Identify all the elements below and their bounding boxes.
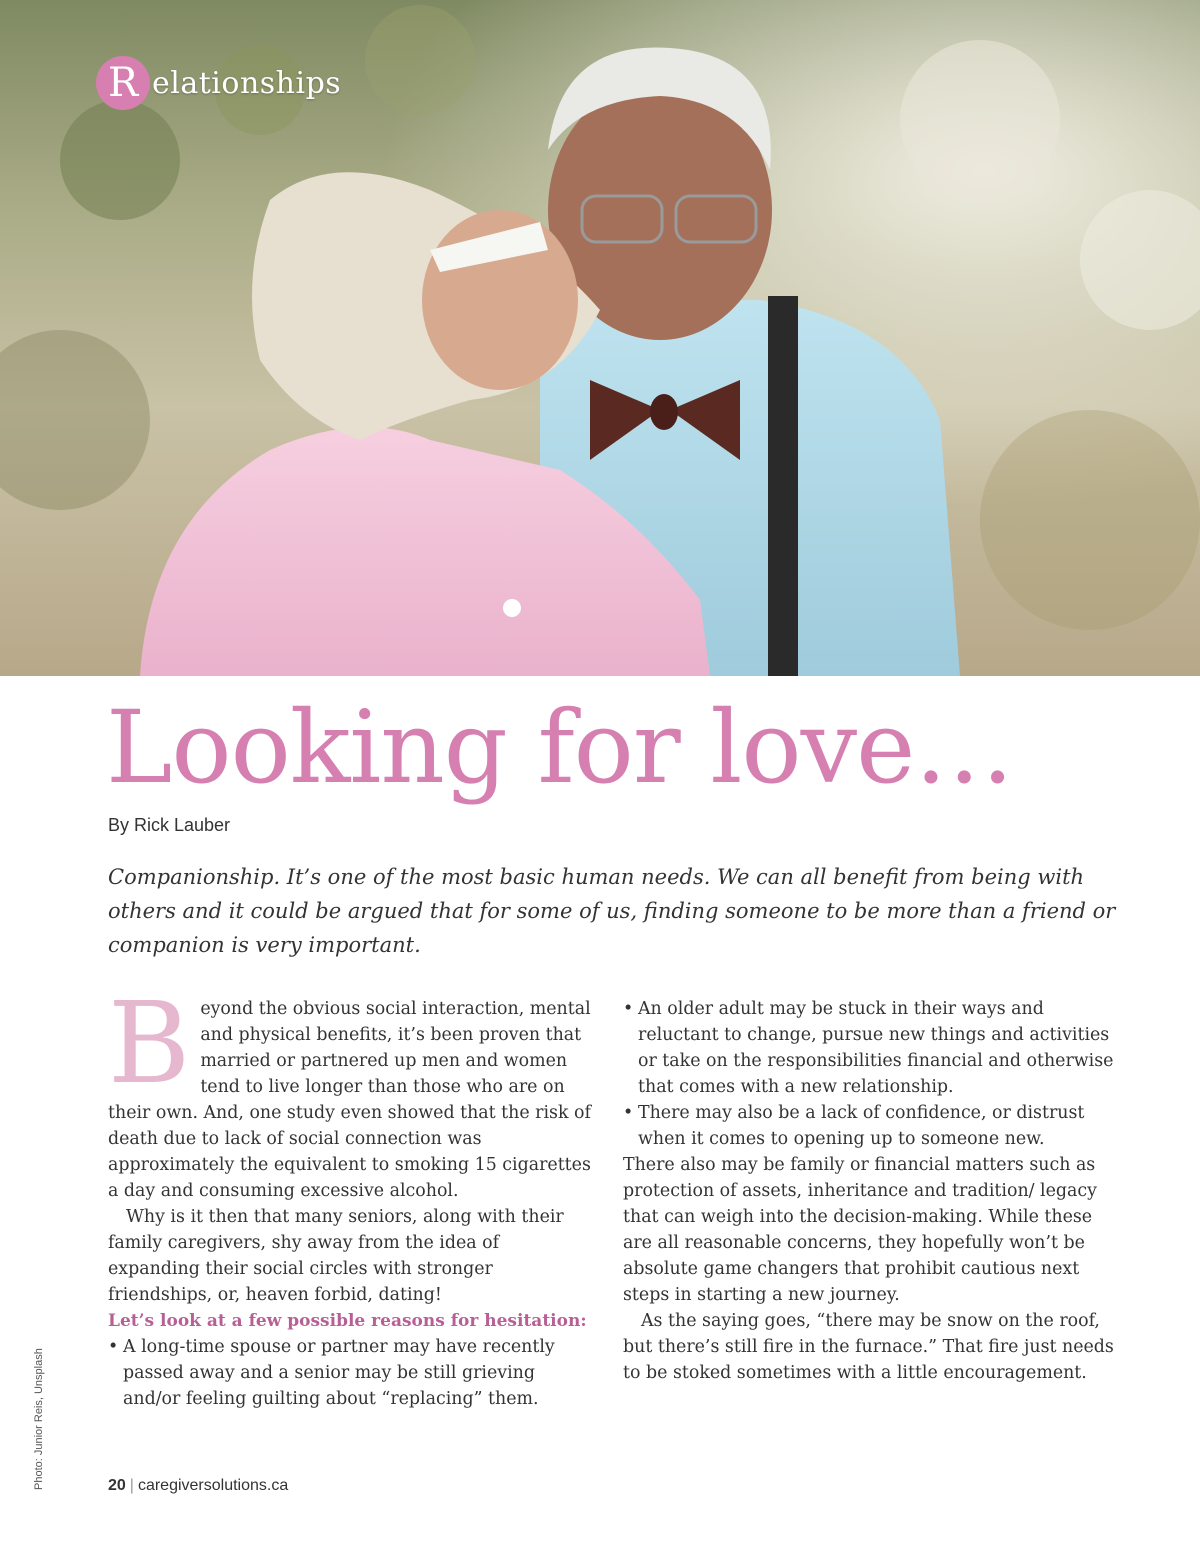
bullet-icon: • — [623, 999, 634, 1019]
reasons-list — [108, 1334, 594, 1412]
body-paragraph: There also may be family or financial matters such as protection of assets, inheritance and tradition/ legacy that can weigh into the decision-making. While these are all reasonable concerns, they hopefully won’t be absolute game changers that prohibit cautious next steps in starting a new journey. — [623, 1155, 1097, 1305]
left-column — [108, 979, 594, 1412]
photo-credit: Photo: Junior Reis, Unsplash — [33, 1348, 45, 1490]
section-subhead: Let’s look at a few possible reasons for hesitation: — [108, 1311, 587, 1331]
page-footer — [108, 1477, 288, 1495]
closing-paragraph: As the saying goes, “there may be snow on the roof, but there’s still fire in the furnace.” That fire just needs to be stoked sometimes with a little encouragement. — [623, 1311, 1114, 1383]
reasons-list-continued — [623, 996, 1115, 1152]
section-label-text: elationships — [152, 65, 342, 101]
page-number: 20 — [108, 1477, 126, 1494]
article-title: Looking for love… — [106, 689, 1014, 806]
list-item-text: There may also be a lack of confidence, or distrust when it comes to opening up to someone new. — [638, 1103, 1085, 1149]
list-item-text: An older adult may be stuck in their ways and reluctant to change, pursue new things and activities or take on the responsibilities financial and otherwise that comes with a new relationship. — [638, 999, 1114, 1097]
section-initial-circle: R — [96, 56, 150, 110]
footer-separator: | — [129, 1477, 134, 1494]
list-item — [623, 1100, 1115, 1152]
bullet-icon: • — [623, 1103, 634, 1123]
right-column — [623, 996, 1115, 1386]
article-deck: Companionship. It’s one of the most basic human needs. We can all benefit from being with others and it could be argued that for some of us, finding someone to be more than a friend or companion is very important. — [108, 865, 1116, 957]
list-item — [108, 1334, 594, 1412]
section-label — [96, 56, 341, 110]
bullet-icon: • — [108, 1337, 119, 1357]
list-item-text: A long-time spouse or partner may have recently passed away and a senior may be still grieving and/or feeling guilting about “replacing” them. — [123, 1337, 555, 1409]
drop-cap: B — [108, 979, 191, 1109]
hero-photo — [0, 0, 1200, 676]
body-paragraph: Why is it then that many seniors, along with their family caregivers, shy away from the idea of expanding their social circles with stronger friendships, or, heaven forbid, dating! — [108, 1207, 564, 1305]
list-item — [623, 996, 1115, 1100]
intro-paragraph — [108, 979, 594, 1204]
byline: By Rick Lauber — [108, 815, 231, 835]
intro-paragraph-text: eyond the obvious social interaction, mental and physical benefits, it’s been proven that married or partnered up men and women tend to live longer than those who are on their own. And, one study even showed that the risk of death due to lack of social connection was approximately the equivalent to smoking 15 cigarettes a day and consuming excessive alcohol. — [108, 999, 591, 1201]
website-link[interactable]: caregiversolutions.ca — [137, 1477, 289, 1494]
